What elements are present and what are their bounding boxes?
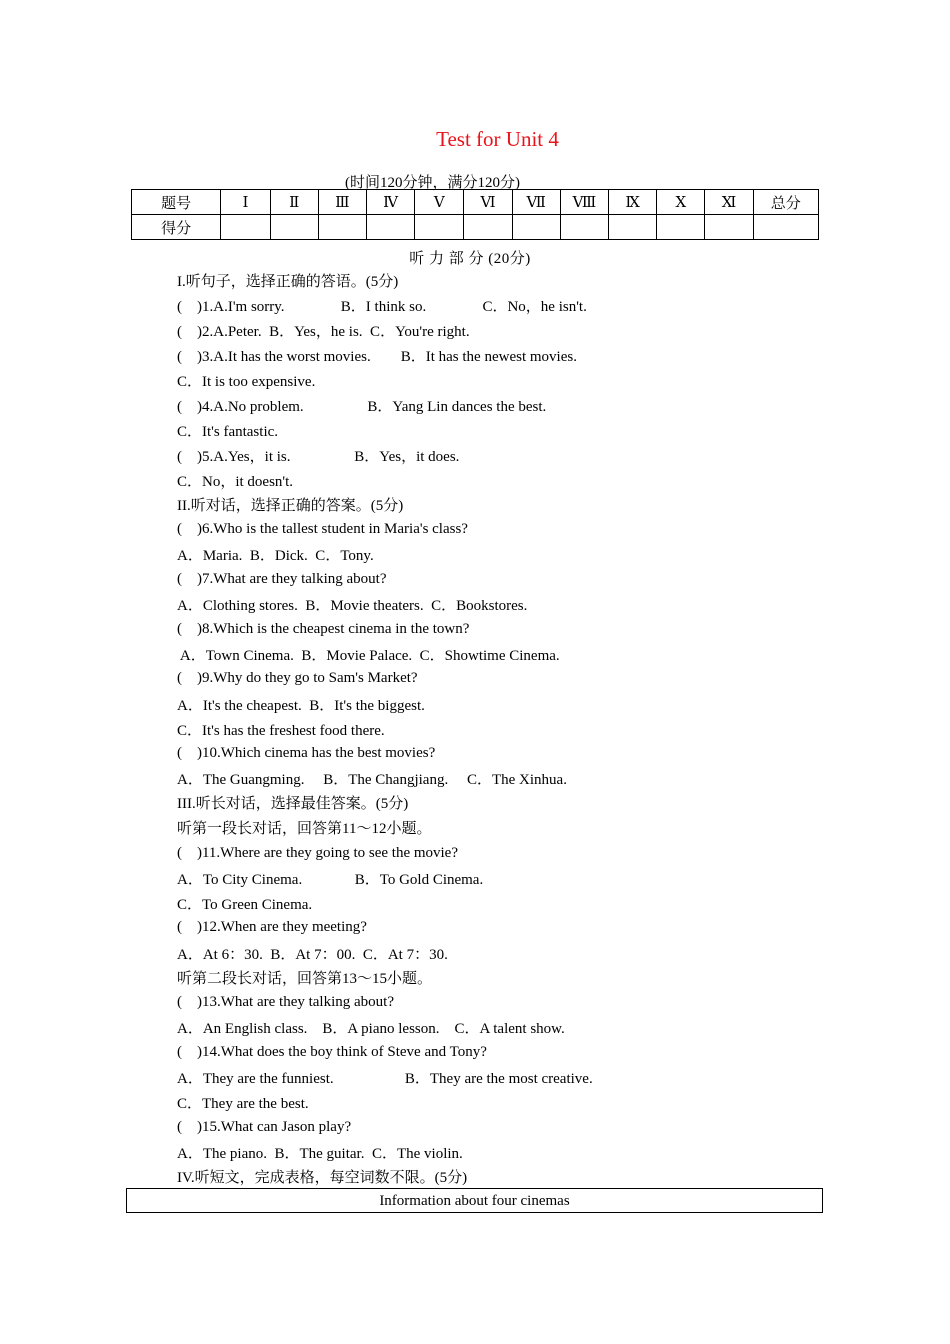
score-blank-cell[interactable] — [753, 215, 818, 240]
question-line: A．They are the funniest. B．They are the most creative. — [177, 1071, 593, 1087]
score-blank-cell[interactable] — [415, 215, 464, 240]
question-line: ( )13.What are they talking about? — [177, 994, 395, 1010]
score-table-header-row — [132, 190, 819, 215]
score-blank-cell[interactable] — [366, 215, 414, 240]
question-line: I.听句子，选择正确的答语。(5分) — [177, 274, 399, 290]
table-cell: Ⅰ — [221, 190, 270, 215]
question-line: III.听长对话，选择最佳答案。(5分) — [177, 796, 409, 812]
question-line: ( )9.Why do they go to Sam's Market? — [177, 670, 418, 686]
question-line: ( )2.A.Peter. B．Yes，he is. C．You're right. — [177, 324, 470, 340]
table-cell: Ⅹ — [657, 190, 705, 215]
question-line: ( )4.A.No problem. B．Yang Lin dances the best. — [177, 399, 547, 415]
question-line: ( )6.Who is the tallest student in Maria's class? — [177, 521, 468, 537]
table-cell: 总分 — [753, 190, 818, 215]
question-line: ( )12.When are they meeting? — [177, 919, 367, 935]
score-blank-cell[interactable] — [464, 215, 512, 240]
question-line: A．The Guangming. B．The Changjiang. C．The Xinhua. — [177, 772, 567, 788]
question-line: 听第一段长对话，回答第11～12小题。 — [177, 821, 432, 837]
score-blank-cell[interactable] — [221, 215, 270, 240]
score-blank-cell[interactable] — [657, 215, 705, 240]
table-cell: Ⅳ — [366, 190, 414, 215]
page-title: Test for Unit 4 — [436, 127, 559, 151]
question-line: ( )10.Which cinema has the best movies? — [177, 745, 436, 761]
cinema-info-table-header: Information about four cinemas — [126, 1188, 823, 1213]
question-line: ( )15.What can Jason play? — [177, 1119, 352, 1135]
table-cell: Ⅸ — [609, 190, 657, 215]
question-line: 听第二段长对话，回答第13～15小题。 — [177, 971, 433, 987]
table-cell: Ⅶ — [512, 190, 560, 215]
question-line: ( )7.What are they talking about? — [177, 571, 387, 587]
score-table-score-row — [132, 215, 819, 240]
question-line: A．It's the cheapest. B．It's the biggest. — [177, 698, 425, 714]
question-line: ( )1.A.I'm sorry. B．I think so. C．No，he isn't. — [177, 299, 587, 315]
question-line: II.听对话，选择正确的答案。(5分) — [177, 498, 404, 514]
question-line: A．To City Cinema. B．To Gold Cinema. — [177, 872, 484, 888]
question-line: IV.听短文，完成表格，每空词数不限。(5分) — [177, 1170, 468, 1186]
score-table — [131, 189, 819, 240]
table-cell: Ⅱ — [270, 190, 318, 215]
score-blank-cell[interactable] — [560, 215, 608, 240]
question-line: C．It's has the freshest food there. — [177, 723, 385, 739]
score-blank-cell[interactable] — [318, 215, 366, 240]
table-cell: Ⅴ — [415, 190, 464, 215]
question-line: A．The piano. B．The guitar. C．The violin. — [177, 1146, 463, 1162]
table-cell: Ⅷ — [560, 190, 608, 215]
question-line: A．At 6：30. B．At 7：00. C．At 7：30. — [177, 947, 448, 963]
question-line: ( )5.A.Yes，it is. B．Yes，it does. — [177, 449, 460, 465]
question-line: C．It's fantastic. — [177, 424, 279, 440]
table-cell: Ⅲ — [318, 190, 366, 215]
score-blank-cell[interactable] — [609, 215, 657, 240]
question-line: A．Clothing stores. B．Movie theaters. C．Bookstores. — [177, 598, 528, 614]
table-cell: Ⅺ — [705, 190, 753, 215]
question-line: ( )3.A.It has the worst movies. B．It has the newest movies. — [177, 349, 577, 365]
table-cell: 得分 — [132, 215, 221, 240]
question-line: ( )8.Which is the cheapest cinema in the town? — [177, 621, 470, 637]
question-line: A．An English class. B．A piano lesson. C．A talent show. — [177, 1021, 565, 1037]
question-line: C．It is too expensive. — [177, 374, 316, 390]
question-line: ( )11.Where are they going to see the movie? — [177, 845, 459, 861]
score-blank-cell[interactable] — [705, 215, 753, 240]
table-cell: Ⅵ — [464, 190, 512, 215]
question-line: C．They are the best. — [177, 1096, 309, 1112]
question-line: A．Maria. B．Dick. C．Tony. — [177, 548, 374, 564]
table-cell: 题号 — [132, 190, 221, 215]
time-score-note: (时间120分钟，满分120分) — [345, 175, 520, 191]
question-line: A．Town Cinema. B．Movie Palace. C．Showtime Cinema. — [177, 648, 560, 664]
question-line: C．No，it doesn't. — [177, 474, 294, 490]
score-blank-cell[interactable] — [270, 215, 318, 240]
score-blank-cell[interactable] — [512, 215, 560, 240]
question-line: ( )14.What does the boy think of Steve and Tony? — [177, 1044, 487, 1060]
question-line: C．To Green Cinema. — [177, 897, 313, 913]
section-heading: 听 力 部 分 (20分) — [409, 251, 531, 267]
